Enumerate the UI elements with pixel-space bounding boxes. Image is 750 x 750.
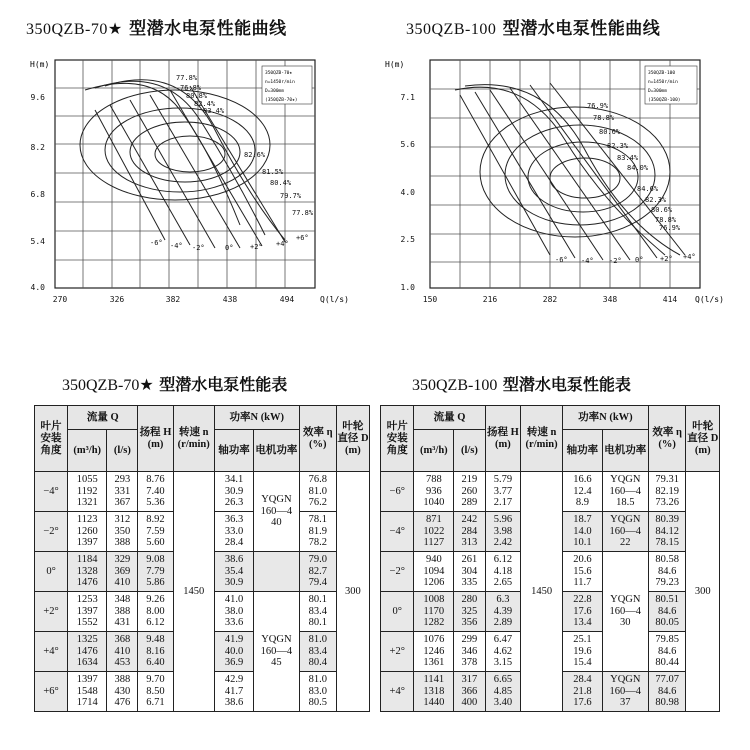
right-eff-label: 83.4% (617, 154, 639, 162)
angle-cell: −4° (381, 512, 414, 552)
right-x-axis-label: Q(l/s) (695, 295, 724, 304)
angle-cell: −2° (381, 552, 414, 592)
angle-cell: +2° (381, 632, 414, 672)
right-performance-chart (375, 50, 750, 315)
table-row: +2° 1253 1397 1552 348 388 431 9.26 8.00 6.12 41.0 38.0 33.6 YQGN 160—4 45 80.1 83.4 80.1 (35, 592, 370, 632)
header-impeller: 叶轮 直径 D (m) (686, 406, 720, 472)
left-chart-curves (80, 80, 285, 248)
right-chart-model: 350QZB-100 (406, 21, 497, 38)
left-angle-label: 0° (225, 244, 234, 252)
right-legend-line-1: 350QZB-100 (648, 71, 676, 76)
angle-cell: +4° (35, 632, 68, 672)
left-legend-line-2: n=1450r/min (265, 80, 295, 85)
right-performance-table (380, 405, 720, 712)
left-chart-title (26, 14, 287, 39)
right-y-tick: 4.0 (400, 188, 415, 197)
diameter-cell: 300 (336, 472, 369, 712)
right-eff-label: 78.8% (655, 216, 677, 224)
left-angle-label: -4° (170, 242, 183, 250)
left-y-tick: 8.2 (30, 143, 45, 152)
left-eff-label: 82.4% (194, 100, 216, 108)
motor-power-cell: YQGN 160—4 30 (602, 552, 648, 672)
right-x-tick: 150 (422, 295, 438, 304)
speed-cell: 1450 (173, 472, 214, 712)
header-shaft-power: 轴功率 (214, 430, 253, 472)
speed-cell: 1450 (521, 472, 563, 712)
header-power: 功率N (kW) (214, 406, 299, 430)
left-legend-line-1: 350QZB-70★ (265, 71, 293, 76)
left-angle-label: +4° (276, 240, 289, 248)
right-legend-line-2: n=1450r/min (648, 80, 678, 85)
right-angle-label: -4° (581, 257, 594, 265)
table-row: +4° 1325 1476 1634 368 410 453 9.48 8.16 6.40 41.9 40.0 36.9 81.0 83.4 80.4 (35, 632, 370, 672)
angle-cell: −2° (35, 512, 68, 552)
motor-power-cell: YQGN 160—4 18.5 (602, 472, 648, 512)
angle-cell: −6° (381, 472, 414, 512)
right-x-tick: 348 (602, 295, 618, 304)
left-y-tick: 4.0 (30, 283, 45, 292)
right-y-tick: 2.5 (400, 235, 415, 244)
right-x-tick: 216 (482, 295, 498, 304)
right-eff-label: 76.9% (587, 102, 609, 110)
table-row: −2° 940 1094 1206 261 304 335 6.12 4.18 2.65 20.6 15.6 11.7 YQGN 160—4 30 80.58 84.6 79.23 (381, 552, 720, 592)
left-y-tick: 6.8 (30, 190, 45, 199)
left-eff-label: 79.7% (280, 192, 302, 200)
right-legend-line-3: D=300mm (648, 89, 667, 94)
header-speed: 转速 n (r/min) (521, 406, 563, 472)
right-angle-label: +4° (683, 253, 696, 261)
right-angle-label: +2° (660, 255, 673, 263)
right-y-tick: 1.0 (400, 283, 415, 292)
right-angle-label: -2° (609, 257, 622, 265)
left-x-tick: 270 (52, 295, 68, 304)
right-chart-curves (455, 83, 685, 260)
left-x-tick: 326 (109, 295, 125, 304)
left-eff-label: 80.8% (186, 92, 208, 100)
left-legend-line-3: D=300mm (265, 89, 284, 94)
angle-cell: +4° (381, 672, 414, 712)
right-table-title-text: 型潜水电泵性能表 (502, 375, 631, 394)
header-flow: 流量 Q (414, 406, 485, 430)
angle-cell: +6° (35, 672, 68, 712)
angle-cell: +2° (35, 592, 68, 632)
right-x-tick: 282 (542, 295, 558, 304)
left-eff-label: 82.6% (244, 151, 266, 159)
right-chart-legend-box (645, 66, 697, 104)
header-efficiency: 效率 η (%) (648, 406, 686, 472)
table-row: +2° 1076 1246 1361 299 346 378 6.47 4.62 3.15 25.1 19.6 15.4 79.85 84.6 80.44 (381, 632, 720, 672)
header-shaft-power: 轴功率 (563, 430, 603, 472)
right-y-tick: 7.1 (400, 93, 415, 102)
angle-cell: −4° (35, 472, 68, 512)
header-unit-m3h: (m³/h) (414, 430, 454, 472)
right-eff-label: 82.3% (645, 196, 667, 204)
angle-cell: 0° (381, 592, 414, 632)
left-x-axis-label: Q(l/s) (320, 295, 349, 304)
table-row: 0° 1008 1170 1282 280 325 356 6.3 4.39 2.89 22.8 17.6 13.4 80.51 84.6 80.05 (381, 592, 720, 632)
right-chart-title (406, 14, 660, 39)
left-x-tick: 494 (279, 295, 295, 304)
left-table-title-text: 型潜水电泵性能表 (159, 375, 288, 394)
header-motor-power: 电机功率 (602, 430, 648, 472)
header-impeller: 叶轮 直径 D (m) (336, 406, 369, 472)
left-y-tick: 5.4 (30, 237, 45, 246)
diameter-cell: 300 (686, 472, 720, 712)
table-row: +4° 1141 1318 1440 317 366 400 6.65 4.85 3.40 28.4 21.8 17.6 YQGN 160—4 37 77.07 84.6 80.98 (381, 672, 720, 712)
motor-power-cell: YQGN 160—4 22 (602, 512, 648, 552)
header-blade-angle: 叶片 安装 角度 (381, 406, 414, 472)
right-eff-label: 84.0% (627, 164, 649, 172)
left-eff-label: 83.4% (203, 107, 225, 115)
left-eff-label: 81.5% (262, 168, 284, 176)
motor-power-empty-cell (254, 552, 299, 592)
right-x-tick: 414 (662, 295, 678, 304)
table-row: 0° 1184 1328 1476 329 369 410 9.08 7.79 5.86 38.6 35.4 30.9 79.0 82.7 79.4 (35, 552, 370, 592)
right-table-title (412, 372, 631, 395)
right-eff-label: 78.8% (593, 114, 615, 122)
right-y-axis-label: H(m) (385, 60, 405, 69)
left-performance-chart (0, 50, 375, 315)
right-eff-label: 76.9% (659, 224, 681, 232)
motor-power-cell: YQGN 160—4 45 (254, 592, 299, 712)
left-eff-label: 77.8% (176, 74, 198, 82)
left-eff-label: 80.4% (270, 179, 292, 187)
left-y-axis-label: H(m) (30, 60, 50, 69)
header-head: 扬程 H (m) (138, 406, 173, 472)
table-row: −2° 1123 1260 1397 312 350 388 8.92 7.59 5.60 36.3 33.0 28.4 78.1 81.9 78.2 (35, 512, 370, 552)
left-chart-title-text: 型潜水电泵性能曲线 (129, 19, 287, 39)
right-chart-title-text: 型潜水电泵性能曲线 (502, 19, 661, 39)
motor-power-cell: YQGN 160—4 40 (254, 472, 299, 552)
left-eff-label: 77.8% (292, 209, 314, 217)
left-y-tick: 9.6 (30, 93, 45, 102)
right-angle-label: -6° (555, 256, 568, 264)
header-flow: 流量 Q (68, 406, 138, 430)
header-unit-ls: (l/s) (107, 430, 138, 472)
right-eff-label: 80.6% (599, 128, 621, 136)
left-x-tick: 438 (222, 295, 238, 304)
left-chart-model: 350QZB-70★ (26, 21, 123, 38)
right-table-model: 350QZB-100 (412, 377, 498, 394)
right-angle-label: 0° (635, 256, 644, 264)
right-legend-line-4: (350QZB-100) (648, 98, 681, 103)
header-speed: 转速 n (r/min) (173, 406, 214, 472)
right-eff-label: 80.6% (651, 206, 673, 214)
header-head: 扬程 H (m) (485, 406, 521, 472)
table-row: +6° 1397 1548 1714 388 430 476 9.70 8.50 6.71 42.9 41.7 38.6 81.0 83.0 80.5 (35, 672, 370, 712)
header-blade-angle: 叶片 安装 角度 (35, 406, 68, 472)
table-row: −4° 871 1022 1127 242 284 313 5.96 3.98 2.42 18.7 14.0 10.1 YQGN 160—4 22 80.39 84.12 78.15 (381, 512, 720, 552)
left-table-title (62, 372, 287, 395)
table-row: −6° 788 936 1040 219 260 289 5.79 3.77 2.17 1450 16.6 12.4 8.9 YQGN 160—4 18.5 79.31 82.19 73.26 300 (381, 472, 720, 512)
motor-power-cell: YQGN 160—4 37 (602, 672, 648, 712)
right-eff-label: 84.6% (637, 185, 659, 193)
header-power: 功率N (kW) (563, 406, 649, 430)
table-row: −4° 1055 1192 1321 293 331 367 8.76 7.40 5.36 1450 34.1 30.9 26.3 YQGN 160—4 40 76.8 81.0 76.2 300 (35, 472, 370, 512)
left-angle-label: +6° (296, 234, 309, 242)
left-chart-legend-box (262, 66, 312, 104)
left-angle-label: +2° (250, 243, 263, 251)
left-legend-line-4: (350QZB-70★) (265, 98, 298, 103)
left-table-model: 350QZB-70★ (62, 377, 154, 394)
angle-cell: 0° (35, 552, 68, 592)
left-eff-label: 76.8% (180, 84, 202, 92)
header-motor-power: 电机功率 (254, 430, 299, 472)
right-y-tick: 5.6 (400, 140, 415, 149)
left-angle-label: -6° (150, 239, 163, 247)
left-performance-table (34, 405, 370, 712)
header-unit-ls: (l/s) (454, 430, 485, 472)
header-unit-m3h: (m³/h) (68, 430, 107, 472)
header-efficiency: 效率 η (%) (299, 406, 336, 472)
left-angle-label: -2° (192, 244, 205, 252)
right-eff-label: 82.3% (607, 142, 629, 150)
left-x-tick: 382 (165, 295, 181, 304)
